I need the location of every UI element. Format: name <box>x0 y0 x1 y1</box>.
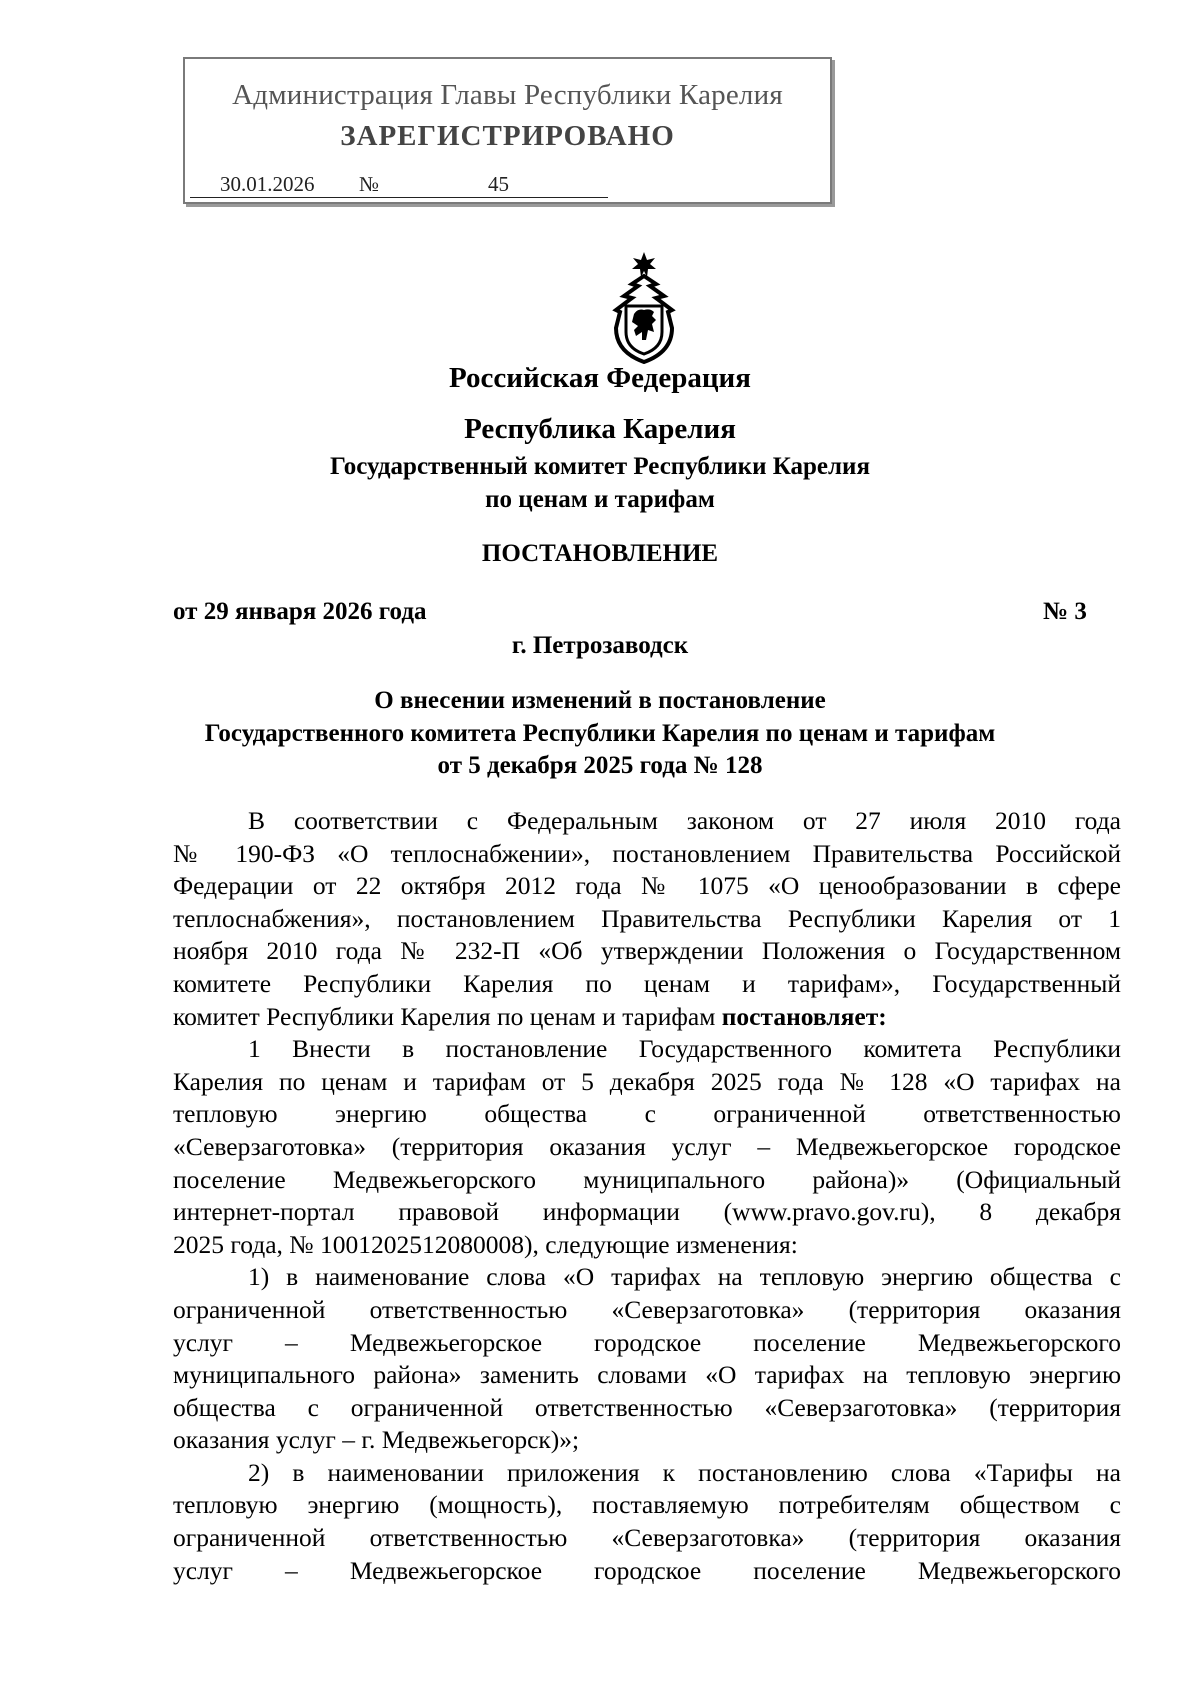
item1-line: интернет-портал правовой информации (www.pravo.gov.ru), 8 декабря <box>173 1197 1121 1227</box>
sub1-line: общества с ограниченной ответственностью «Северзаготовка» (территория <box>173 1392 1121 1422</box>
item1-line: тепловую энергию общества с ограниченной ответственностью <box>173 1099 1121 1129</box>
country-heading: Российская Федерация <box>449 362 751 394</box>
preamble-line: № 190-ФЗ «О теплоснабжении», постановлением Правительства Российской <box>173 838 1121 868</box>
sub1-line: ограниченной ответственностью «Северзаготовка» (территория оказания <box>173 1294 1121 1324</box>
stamp-status: ЗАРЕГИСТРИРОВАНО <box>340 120 675 152</box>
preamble-line: В соответствии с Федеральным законом от 27 июля 2010 года <box>248 806 1121 835</box>
document-date: от 29 января 2026 года <box>173 598 427 625</box>
title-line1: О внесении изменений в постановление <box>374 687 826 714</box>
resolves-word: постановляет: <box>721 1001 887 1031</box>
stamp-date: 30.01.2026 <box>220 172 315 196</box>
karelia-coat-of-arms-icon <box>598 250 690 364</box>
preamble-line: комитете Республики Карелия по ценам и тарифам», Государственный <box>173 968 1121 998</box>
body-text <box>173 805 1121 1587</box>
sub1-line: муниципального района» заменить словами «О тарифах на тепловую энергию <box>173 1360 1121 1390</box>
document-type: ПОСТАНОВЛЕНИЕ <box>481 540 719 567</box>
sub1-line: оказания услуг – г. Медвежьегорск)»; <box>173 1425 580 1455</box>
preamble-line: Федерации от 22 октября 2012 года № 1075 «О ценообразовании в сфере <box>173 871 1121 901</box>
republic-heading: Республика Карелия <box>464 413 736 445</box>
item1-line: Карелия по ценам и тарифам от 5 декабря 2025 года № 128 «О тарифах на <box>173 1066 1121 1096</box>
committee-heading-line1: Государственный комитет Республики Карелия <box>330 453 870 480</box>
title-line2: Государственного комитета Республики Карелия по ценам и тарифам <box>204 720 996 747</box>
registration-stamp <box>183 57 832 204</box>
preamble-last-text: комитет Республики Карелия по ценам и тарифам <box>173 1001 722 1031</box>
document-number: № 3 <box>1043 598 1087 625</box>
stamp-number: 45 <box>488 172 509 196</box>
stamp-number-sign: № <box>359 172 380 196</box>
item1-line: 2025 года, № 1001202512080008), следующие изменения: <box>173 1229 798 1259</box>
preamble-last-line <box>173 1001 1121 1034</box>
sub1-line: 1) в наименование слова «О тарифах на тепловую энергию общества с <box>248 1262 1121 1292</box>
sub1-line: услуг – Медвежьегорское городское поселение Медвежьегорского <box>173 1327 1121 1357</box>
stamp-organization: Администрация Главы Республики Карелия <box>232 79 783 111</box>
committee-heading-line2: по ценам и тарифам <box>485 486 715 513</box>
city: г. Петрозаводск <box>511 632 689 659</box>
sub2-line: ограниченной ответственностью «Северзаготовка» (территория оказания <box>173 1523 1121 1553</box>
title-line3: от 5 декабря 2025 года № 128 <box>437 752 763 779</box>
preamble-line: теплоснабжения», постановлением Правительства Республики Карелия от 1 <box>173 903 1121 933</box>
item1-line: 1 Внести в постановление Государственного комитета Республики <box>248 1034 1121 1064</box>
sub2-line: тепловую энергию (мощность), поставляемую потребителям обществом с <box>173 1490 1121 1520</box>
preamble-line: ноября 2010 года № 232-П «Об утверждении Положения о Государственном <box>173 936 1121 966</box>
stamp-underline <box>190 197 608 198</box>
item1-line: поселение Медвежьегорского муниципального района)» (Официальный <box>173 1164 1121 1194</box>
item1-line: «Северзаготовка» (территория оказания услуг – Медвежьегорское городское <box>173 1131 1121 1161</box>
sub2-line: 2) в наименовании приложения к постановлению слова «Тарифы на <box>248 1457 1121 1487</box>
sub2-line: услуг – Медвежьегорское городское поселение Медвежьегорского <box>173 1555 1121 1585</box>
